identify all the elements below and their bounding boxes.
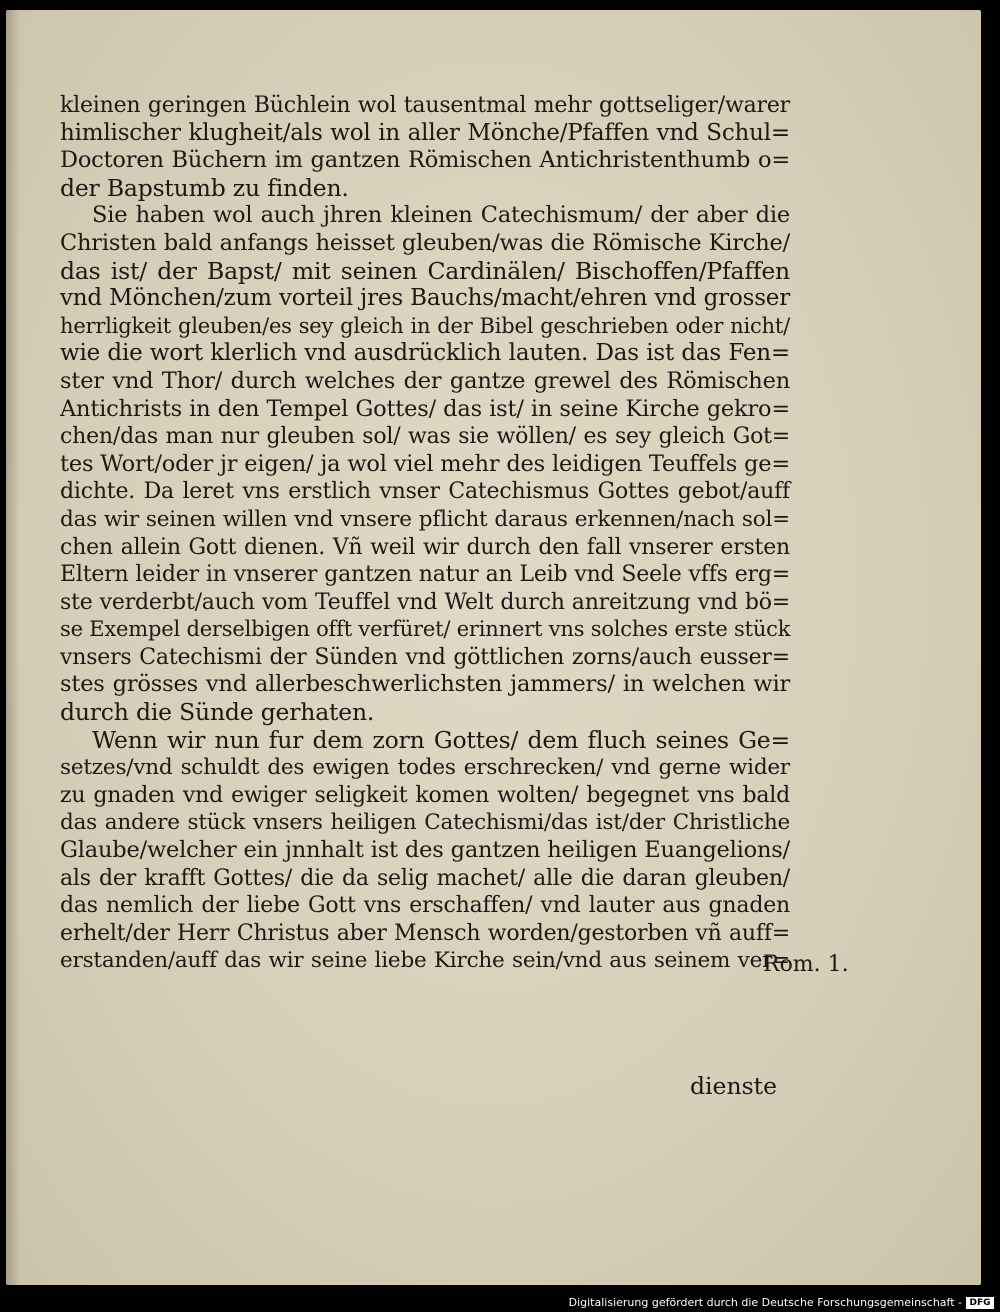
- text-line: Antichrists in den Tempel Gottes/ das ist/ in seine Kirche gekro=: [60, 395, 790, 422]
- text-line: kleinen geringen Büchlein wol tausentmal mehr gottseliger/warer: [60, 93, 790, 118]
- funding-credit: Digitalisierung gefördert durch die Deutsche Forschungsgemeinschaft -: [568, 1296, 962, 1309]
- text-line: dichte. Da leret vns erstlich vnser Catechismus Gottes gebot/auff: [60, 479, 790, 505]
- text-line: ster vnd Thor/ durch welches der gantze grewel des Römischen: [60, 367, 790, 394]
- text-line: Glaube/welcher ein jnnhalt ist des gantzen heiligen Euangelions/: [60, 837, 790, 864]
- text-line: durch die Sünde gerhaten.: [60, 698, 375, 727]
- text-line: Eltern leider in vnserer gantzen natur an Leib vnd Seele vffs erg=: [60, 562, 790, 588]
- text-line: Sie haben wol auch jhren kleinen Catechismum/ der aber die: [92, 202, 790, 229]
- text-line: erstanden/auff das wir seine liebe Kirche sein/vnd aus seinem ver=: [60, 948, 790, 974]
- text-line: himlischer klugheit/als wol in aller Mönche/Pfaffen vnd Schul=: [60, 119, 790, 146]
- text-line: Christen bald anfangs heisset gleuben/was die Römische Kirche/: [60, 229, 790, 256]
- text-line: vnd Mönchen/zum vorteil jres Bauchs/macht/ehren vnd grosser: [60, 285, 790, 312]
- page-gutter-shadow: [6, 10, 20, 1285]
- text-line: das ist/ der Bapst/ mit seinen Cardinälen/ Bischoffen/Pfaffen: [60, 256, 790, 285]
- text-line: das nemlich der liebe Gott vns erschaffen/ vnd lauter aus gnaden: [60, 893, 790, 919]
- text-line: vnsers Catechismi der Sünden vnd göttlichen zorns/auch eusser=: [60, 644, 790, 670]
- text-line: chen allein Gott dienen. Vñ weil wir durch den fall vnserer ersten: [60, 534, 790, 560]
- text-line: chen/das man nur gleuben sol/ was sie wöllen/ es sey gleich Got=: [60, 424, 790, 450]
- text-line: stes grösses vnd allerbeschwerlichsten jammers/ in welchen wir: [60, 671, 790, 698]
- text-line: herrligkeit gleuben/es sey gleich in der Bibel geschrieben oder nicht/: [60, 313, 790, 338]
- text-line: ste verderbt/auch vom Teuffel vnd Welt durch anreitzung vnd bö=: [60, 589, 790, 615]
- text-line: tes Wort/oder jr eigen/ ja wol viel mehr des leidigen Teuffels ge=: [60, 450, 790, 477]
- text-line: se Exempel derselbigen offt verfüret/ erinnert vns solches erste stück: [60, 617, 791, 642]
- body-text: [60, 92, 790, 975]
- text-line: das andere stück vnsers heiligen Catechismi/das ist/der Christliche: [60, 810, 790, 836]
- text-line: Doctoren Büchern im gantzen Römischen Antichristenthumb o=: [60, 147, 790, 174]
- text-line: der Bapstumb zu finden.: [60, 173, 349, 202]
- text-line: wie die wort klerlich vnd ausdrücklich lauten. Das ist das Fen=: [60, 340, 790, 367]
- text-line: Wenn wir nun fur dem zorn Gottes/ dem fluch seines Ge=: [92, 725, 790, 754]
- catchword: dienste: [690, 1072, 778, 1100]
- text-line: zu gnaden vnd ewiger seligkeit komen wolten/ begegnet vns bald: [60, 782, 790, 808]
- text-line: erhelt/der Herr Christus aber Mensch worden/gestorben vñ auff=: [60, 920, 790, 946]
- text-line: als der krafft Gottes/ die da selig machet/ alle die daran gleuben/: [60, 865, 790, 891]
- text-line: das wir seinen willen vnd vnsere pflicht daraus erkennen/nach sol=: [60, 506, 790, 532]
- margin-note: Rom. 1.: [763, 952, 849, 977]
- text-line: setzes/vnd schuldt des ewigen todes erschrecken/ vnd gerne wider: [60, 755, 790, 781]
- dfg-logo: DFG: [966, 1297, 994, 1309]
